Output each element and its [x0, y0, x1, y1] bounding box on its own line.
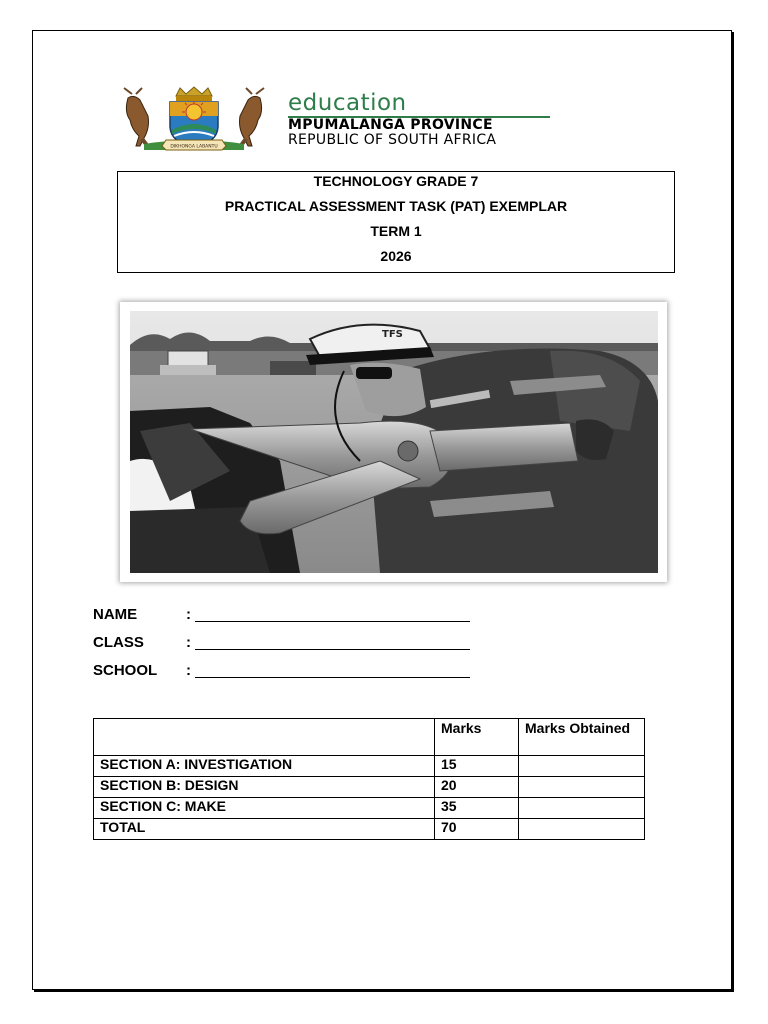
name-field[interactable] [93, 606, 493, 634]
marks-cell: 15 [435, 756, 519, 777]
crest-motto: DIKHONGA LABANTU [170, 144, 218, 150]
class-label: CLASS [93, 634, 144, 651]
term-label: TERM 1 [370, 223, 422, 239]
coat-of-arms-icon [114, 86, 274, 152]
marks-cell: 20 [435, 777, 519, 798]
education-wordmark: education [288, 90, 407, 116]
school-colon: : [186, 662, 191, 679]
marks-obtained-cell[interactable] [519, 777, 645, 798]
task-title: PRACTICAL ASSESSMENT TASK (PAT) EXEMPLAR [224, 198, 568, 214]
header-marks-obtained: Marks Obtained [519, 719, 645, 756]
class-line[interactable] [195, 649, 470, 650]
marks-cell: 70 [435, 819, 519, 840]
name-colon: : [186, 606, 191, 623]
table-row [94, 798, 645, 819]
class-field[interactable] [93, 634, 493, 662]
marks-obtained-cell[interactable] [519, 756, 645, 777]
marks-obtained-cell[interactable] [519, 798, 645, 819]
section-cell: TOTAL [94, 819, 435, 840]
title-box [117, 171, 675, 273]
year-label: 2026 [380, 248, 412, 264]
header-marks: Marks [435, 719, 519, 756]
header-section [94, 719, 435, 756]
subject-title: TECHNOLOGY GRADE 7 [313, 173, 479, 189]
name-label: NAME [93, 606, 138, 623]
country-name: REPUBLIC OF SOUTH AFRICA [288, 132, 497, 148]
department-logo [114, 86, 560, 152]
table-header-row [94, 719, 645, 756]
cover-photo-frame [120, 302, 667, 582]
province-name: MPUMALANGA PROVINCE [288, 117, 493, 133]
school-label: SCHOOL [93, 662, 158, 679]
student-details [93, 606, 493, 690]
table-row [94, 777, 645, 798]
marks-cell: 35 [435, 798, 519, 819]
section-cell: SECTION C: MAKE [94, 798, 435, 819]
section-cell: SECTION A: INVESTIGATION [94, 756, 435, 777]
firefighter-rescue-photo [130, 311, 658, 573]
helmet-text: TFS [382, 329, 403, 340]
table-row [94, 756, 645, 777]
name-line[interactable] [195, 621, 470, 622]
marks-table [93, 718, 645, 840]
marks-obtained-cell[interactable] [519, 819, 645, 840]
class-colon: : [186, 634, 191, 651]
school-field[interactable] [93, 662, 493, 690]
table-row-total [94, 819, 645, 840]
section-cell: SECTION B: DESIGN [94, 777, 435, 798]
school-line[interactable] [195, 677, 470, 678]
